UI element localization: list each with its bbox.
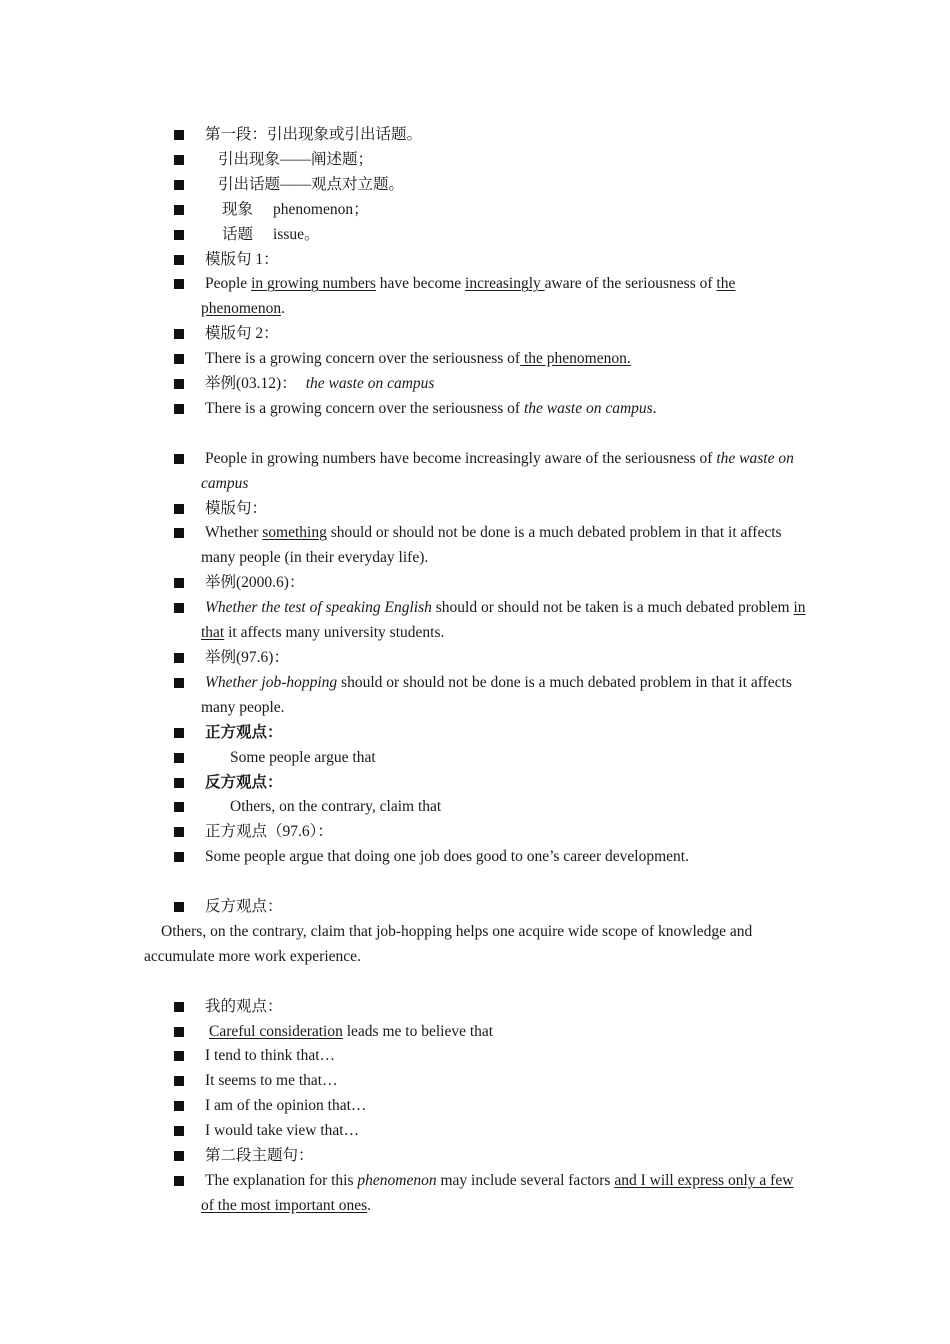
bullet-icon	[174, 578, 184, 588]
list-item: People in growing numbers have become increasingly aware of the seriousness of the waste on campus	[144, 447, 809, 497]
list-item: Others, on the contrary, claim that	[144, 795, 809, 820]
paragraph: Others, on the contrary, claim that job-hopping helps one acquire wide scope of knowledge and accumulate more work experience.	[144, 922, 753, 965]
list-item: 我的观点：	[144, 995, 809, 1020]
list-item: The explanation for this phenomenon may include several factors and I will express only a few of the most important ones.	[144, 1169, 809, 1219]
bullet-icon	[174, 802, 184, 812]
bullet-icon	[174, 354, 184, 364]
list-item: I tend to think that…	[144, 1044, 809, 1069]
bullet-icon	[174, 1151, 184, 1161]
list-item: I am of the opinion that…	[144, 1094, 809, 1119]
bullet-icon	[174, 404, 184, 414]
bullet-icon	[174, 902, 184, 912]
bullet-icon	[174, 1051, 184, 1061]
list-item: 反方观点：	[144, 895, 809, 920]
bullet-icon	[174, 504, 184, 514]
list-item: 正方观点（97.6）：	[144, 820, 809, 845]
bullet-icon	[174, 454, 184, 464]
list-item: People in growing numbers have become increasingly aware of the seriousness of the phenomenon.	[144, 272, 809, 322]
bullet-icon	[174, 279, 184, 289]
list-item: There is a growing concern over the seriousness of the waste on campus.	[144, 397, 809, 422]
list-item: 话题 issue。	[144, 223, 809, 248]
list-item: 反方观点：	[144, 771, 809, 796]
bullet-icon	[174, 1076, 184, 1086]
bullet-icon	[174, 728, 184, 738]
bullet-icon	[174, 329, 184, 339]
list-item: I would take view that…	[144, 1119, 809, 1144]
list-item: 正方观点：	[144, 721, 809, 746]
list-item: 引出话题——观点对立题。	[144, 173, 809, 198]
spacer	[144, 422, 809, 447]
bullet-icon	[174, 1002, 184, 1012]
list-item: Whether the test of speaking English should or should not be taken is a much debated problem in that it affects many university students.	[144, 596, 809, 646]
list-item: 举例(97.6)：	[144, 646, 809, 671]
list-item: Whether something should or should not be done is a much debated problem in that it affects many people (in their everyday life).	[144, 521, 809, 571]
bullet-icon	[174, 180, 184, 190]
list-item: Careful consideration leads me to believe that	[144, 1020, 809, 1045]
list-item: 模版句 2：	[144, 322, 809, 347]
list-item: There is a growing concern over the seriousness of the phenomenon.	[144, 347, 809, 372]
list-item: Some people argue that	[144, 746, 809, 771]
bullet-icon	[174, 827, 184, 837]
spacer	[144, 970, 809, 995]
list-item: It seems to me that…	[144, 1069, 809, 1094]
bullet-icon	[174, 230, 184, 240]
list-item: 模版句 1：	[144, 248, 809, 273]
list-item: 举例(03.12)： the waste on campus	[144, 372, 809, 397]
list-item: Whether job-hopping should or should not be done is a much debated problem in that it affects many people.	[144, 671, 809, 721]
bullet-icon	[174, 1126, 184, 1136]
bullet-icon	[174, 205, 184, 215]
list-item: Some people argue that doing one job does good to one’s career development.	[144, 845, 809, 870]
bullet-icon	[174, 778, 184, 788]
bullet-icon	[174, 603, 184, 613]
list-item: 模版句：	[144, 497, 809, 522]
list-item: 举例(2000.6)：	[144, 571, 809, 596]
bullet-icon	[174, 255, 184, 265]
list-item: 第一段：引出现象或引出话题。	[144, 123, 809, 148]
list-item: 第二段主题句：	[144, 1144, 809, 1169]
bullet-icon	[174, 155, 184, 165]
bullet-icon	[174, 379, 184, 389]
spacer	[144, 870, 809, 895]
list-item: 引出现象——阐述题；	[144, 148, 809, 173]
document-body	[144, 123, 809, 1219]
bullet-icon	[174, 1101, 184, 1111]
bullet-icon	[174, 130, 184, 140]
bullet-icon	[174, 678, 184, 688]
bullet-icon	[174, 1176, 184, 1186]
bullet-icon	[174, 528, 184, 538]
list-item: 现象 phenomenon；	[144, 198, 809, 223]
bullet-icon	[174, 1027, 184, 1037]
bullet-icon	[174, 753, 184, 763]
bullet-icon	[174, 653, 184, 663]
bullet-icon	[174, 852, 184, 862]
